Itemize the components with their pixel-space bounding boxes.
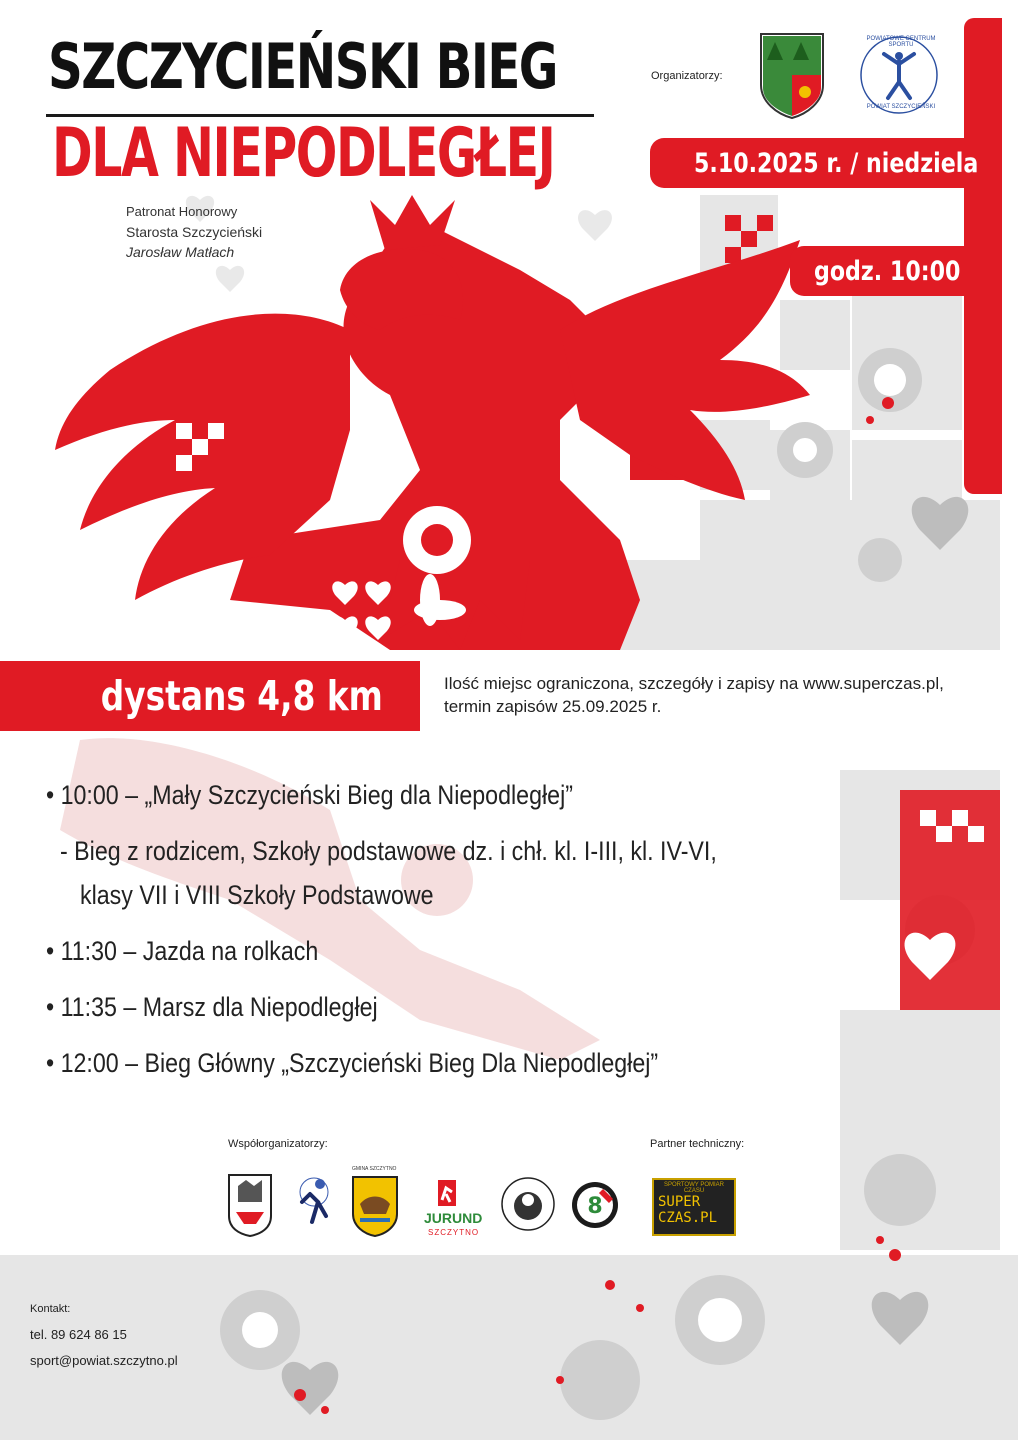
coorganizers-label: Współorganizatorzy: [228,1138,328,1150]
contact-phone: tel. 89 624 86 15 [30,1327,127,1342]
superczas-logo [652,1178,736,1236]
patronage-label: Patronat Honorowy [126,204,238,219]
registration-info-line-2: termin zapisów 25.09.2025 r. [444,697,662,716]
distance-label: dystans 4,8 km [100,672,383,720]
school-medallion-logo [500,1176,556,1232]
schedule-subitem-line-2: klasy VII i VIII Szkoły Podstawowe [80,880,434,910]
jurund-logo-mark [436,1178,458,1208]
patronage-title: Starosta Szczycieński [126,224,263,240]
superczas-logo-top: SPORTOWY POMIAR CZASU [663,1182,724,1194]
title-line-1: SZCZYCIEŃSKI BIEG [48,30,557,103]
event-date: 5.10.2025 r. / niedziela [694,147,979,179]
superczas-logo-line-1: SUPER [658,1194,701,1210]
county-coat-of-arms-logo [757,30,827,120]
svg-text:8: 8 [587,1194,603,1219]
distance-label-box [96,664,418,728]
contact-block [30,1296,178,1374]
technical-partner-label: Partner techniczny: [650,1138,745,1150]
schedule-subitem-line-1: - Bieg z rodzicem, Szkoły podstawowe dz. i chł. kl. I-III, kl. IV-VI, [60,836,717,866]
event-time: godz. 10:00 [814,255,961,287]
event-time-pill [790,246,1002,296]
contact-label: Kontakt: [30,1303,71,1315]
gmina-szczytno-crest-logo [350,1174,400,1238]
gmina-label: GMINA SZCZYTNO [352,1166,397,1172]
superczas-logo-line-2: CZAS.PL [658,1210,718,1226]
pcs-logo-text-top: POWIATOWE CENTRUM SPORTU [866,36,936,48]
szczytno-city-crest-logo [226,1172,274,1238]
jurund-logo-subtext: SZCZYTNO [428,1228,480,1237]
registration-info [444,672,944,718]
patronage-block [126,202,262,262]
title-line-2: DLA NIEPODLEGŁEJ [52,114,555,193]
registration-info-line-1: Ilość miejsc ograniczona, szczegóły i zapisy na www.superczas.pl, [444,674,944,693]
schedule-item-1000: • 10:00 – „Mały Szczycieński Bieg dla Niepodległej” [46,780,573,810]
event-date-pill [650,138,1002,188]
schedule-item-1135: • 11:35 – Marsz dla Niepodległej [46,992,378,1022]
schedule-item-1130: • 11:30 – Jazda na rolkach [46,936,319,966]
patronage-name: Jarosław Matłach [126,244,235,260]
schedule-item-1200: • 12:00 – Bieg Główny „Szczycieński Bieg Dla Niepodległej” [46,1048,659,1078]
school-number-8-logo [570,1180,620,1230]
volleyball-club-logo [290,1172,338,1238]
jurund-logo-text: JURUND [424,1210,483,1226]
pcs-logo-text-bottom: POWIAT SZCZYCIEŃSKI [866,104,936,110]
schedule-list [46,780,846,1100]
organizers-label: Organizatorzy: [651,70,723,82]
contact-email[interactable]: sport@powiat.szczytno.pl [30,1353,178,1368]
